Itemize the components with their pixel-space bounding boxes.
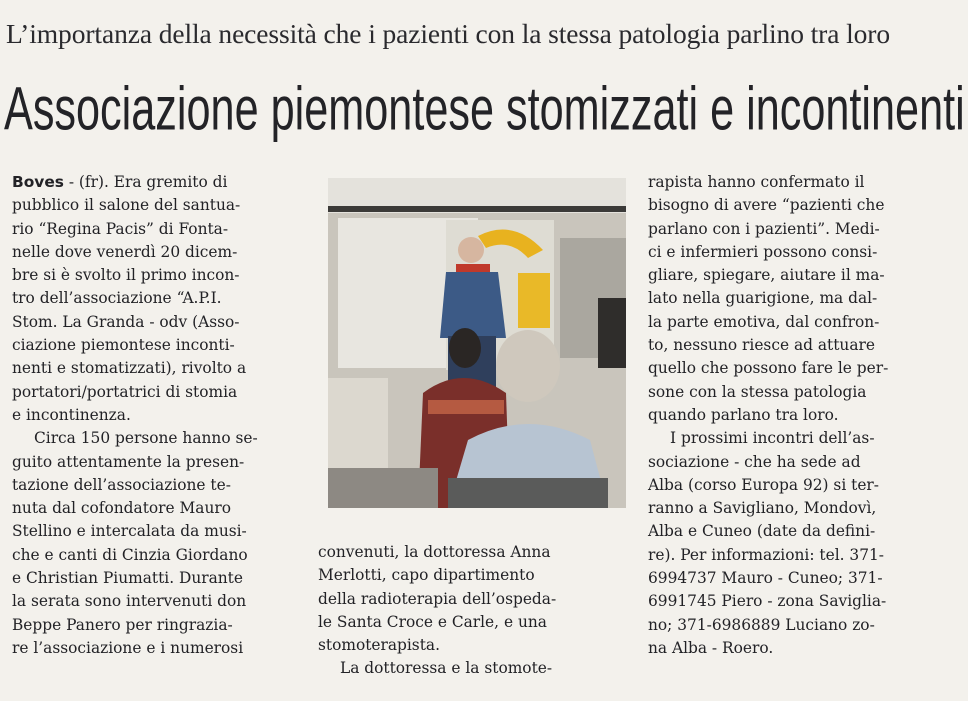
text-line: ranno a Savigliano, Mondovì, [648,499,877,518]
text-line: sone con la stessa patologia [648,382,867,401]
text-line: della radioterapia dell’ospeda- [318,589,557,608]
text-line: pubblico il salone del santua- [12,196,241,215]
column-2 [318,541,626,681]
text-line: Stellino e intercalata da musi- [12,522,247,541]
text-line: Circa 150 persone hanno se- [34,429,258,448]
text-line: nuta dal cofondatore Mauro [12,499,231,518]
text-line: Alba (corso Europa 92) si ter- [648,475,879,494]
location-label: Boves [12,173,64,191]
text-line: portatori/portatrici di stomia [12,382,238,401]
text-line: convenuti, la dottoressa Anna [318,543,551,561]
kicker: L’importanza della necessità che i pazienti con la stessa patologia parlino tra loro [6,18,891,49]
text-line: la serata sono intervenuti don [12,592,247,611]
text-line: tazione dell’associazione te- [12,475,231,494]
text-line: 6994737 Mauro - Cuneo; 371- [648,569,883,588]
text-line: Stom. La Granda - odv (Asso- [12,312,240,331]
text-line: ci e infermieri possono consi- [648,242,878,261]
text-line: gliare, spiegare, aiutare il ma- [648,266,885,285]
text-line: quello che possono fare le per- [648,359,889,378]
text-line [12,171,324,194]
text-line: bisogno di avere “pazienti che [648,196,885,215]
text-line: e Christian Piumatti. Durante [12,569,243,588]
text-line: I prossimi incontri dell’as- [670,429,875,448]
text-line: nenti e stomatizzati), rivolto a [12,359,247,378]
text-line: lato nella guarigione, ma dal- [648,289,878,308]
text-line: tro dell’associazione “A.P.I. [12,289,222,308]
text-line: stomoterapista. [318,636,440,655]
text-line: e incontinenza. [12,405,131,424]
text-line: rio “Regina Pacis” di Fonta- [12,219,229,238]
text-line: no; 371-6986889 Luciano zo- [648,615,875,634]
column-1 [12,171,324,660]
text-line: la parte emotiva, dal confron- [648,312,880,331]
text-line: Merlotti, capo dipartimento [318,566,535,585]
text-line: le Santa Croce e Carle, e una [318,612,547,631]
text-line: nelle dove venerdì 20 dicem- [12,242,238,261]
headline: Associazione piemontese stomizzati e incontinenti [4,75,965,144]
text-line: sociazione - che ha sede ad [648,452,861,471]
text-line: to, nessuno riesce ad attuare [648,336,875,355]
text-line: quando parlano tra loro. [648,405,839,424]
text-line: guito attentamente la presen- [12,452,245,471]
text-line: re l’associazione e i numerosi [12,638,244,657]
text-line: La dottoressa e la stomote- [340,659,553,678]
text-line: 6991745 Piero - zona Savigliа- [648,592,887,611]
text-line: na Alba - Roero. [648,638,774,657]
text-line: parlano con i pazienti”. Medi- [648,219,880,238]
text-line: che e canti di Cinzia Giordano [12,545,248,564]
text-line-first: - (fr). Era gremito di [63,173,228,191]
text-line: re). Per informazioni: tel. 371- [648,545,884,564]
text-line: ciazione piemontese inconti- [12,336,235,355]
meeting-photo-icon [328,178,626,508]
text-line: bre si è svolto il primo incon- [12,266,240,285]
column-3 [648,171,966,660]
text-line: Alba e Cuneo (date da defini- [648,522,876,541]
text-line: rapista hanno confermato il [648,173,865,191]
text-line: Beppe Panero per ringrazia- [12,615,233,634]
photo-illustration [328,178,626,508]
